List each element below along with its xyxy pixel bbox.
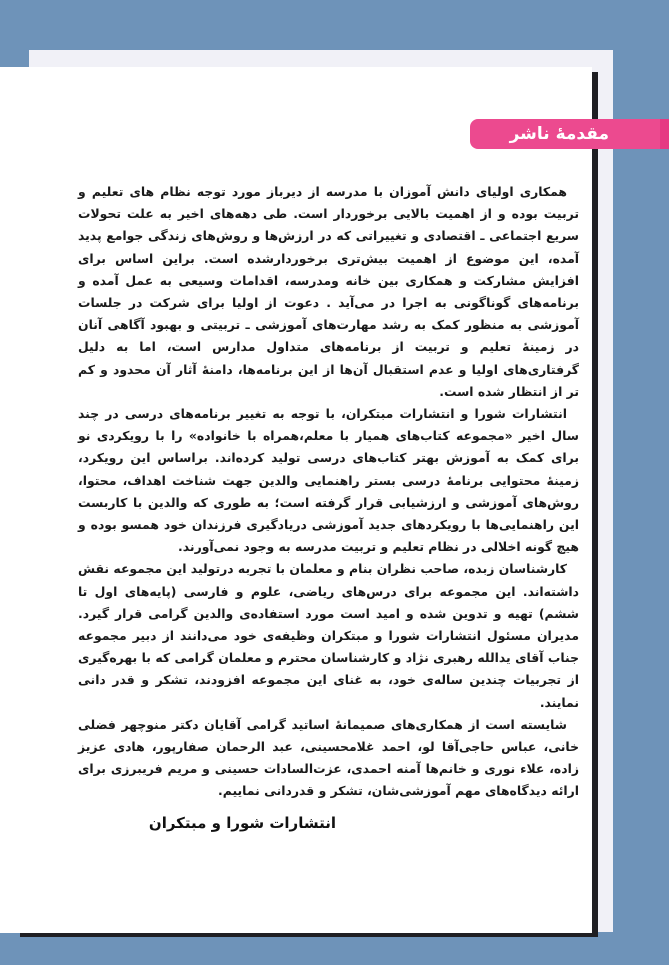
paragraph-thanks: شایسته است از همکاری‌های صمیمانهٔ اساتید گرامی آقایان دکتر منوچهر فضلی خانی، عباس حاجی‌آقا لو، احمد غلامحسینی، عبد الرحمان صفارپور، هادی عزیز زاده، علاء نوری و خانم‌ها آمنه احمدی، عزت‌السادات حسینی و مریم فریبرزی برای ارائه دیدگاه‌های مهم آموزشی‌شان، تشکر و قدردانی نماییم.	[78, 716, 579, 799]
section-tab-edge	[660, 119, 669, 149]
publisher-signature: انتشارات شورا و مبتکران	[148, 814, 336, 832]
body-text	[78, 181, 579, 803]
section-title-tab	[470, 119, 669, 149]
paragraph-intro: همکاری اولیای دانش آموزان با مدرسه از دیرباز مورد توجه نظام های تعلیم و تربیت بوده و از اهمیت بالایی برخوردار است. طی دهه‌های اخیر به علت تحولات سریع اجتماعی ـ اقتصادی و تغییراتی که در ارزش‌ها و روش‌های زندگی جوامع پدید آمده، این موضوع از اهمیت بیش‌تری برخوردارشده است. براین اساس برای افزایش مشارکت و همکاری بین خانه ومدرسه، اقدامات وسیعی به عمل آمده و برنامه‌های گوناگونی به اجرا در می‌آید . دعوت از اولیا برای شرکت در جلسات آموزشی به منظور کمک به رشد مهارت‌های آموزشی ـ تربیتی و بهبود آگاهی آنان در زمینهٔ تعلیم و تربیت از برنامه‌های متداول مدارس است، اما به دلیل گرفتاری‌های اولیا و عدم استقبال آن‌ها از این برنامه‌ها، دامنهٔ آثار آن محدود و کم تر از انتظار شده است.	[78, 184, 579, 399]
paragraph-publishers: انتشارات شورا و انتشارات مبتکران، با توجه به تغییر برنامه‌های درسی در چند سال اخیر «مجموعه کتاب‌های همیار با معلم،همراه با خانواده» را با رویکردی نو برای کمک به آموزش بهتر کتاب‌های درسی تولید کرده‌اند. براساس این رویکرد، زمینهٔ محتوایی برنامهٔ درسی بستر راهنمایی والدین جهت شناخت اهداف، محتوا، روش‌های آموزشی و ارزشیابی قرار گرفته است؛ به طوری که والدین با کاربست این راهنمایی‌ها با رویکردهای جدید آموزشی دریادگیری فرزندان خود همسو بوده و هیچ گونه اخلالی در نظام تعلیم و تربیت مدرسه به وجود نمی‌آورند.	[78, 406, 579, 555]
paragraph-experts: کارشناسان زبده، صاحب نظران بنام و معلمان با تجربه درتولید این مجموعه نقش داشته‌اند. این مجموعه برای درس‌های ریاضی، علوم و فارسی (پایه‌های اول تا ششم) تهیه و تدوین شده و امید است مورد استفاده‌ی والدین گرامی قرار گیرد. مدیران مسئول انتشارات شورا و مبتکران وظیفه‌ی خود می‌دانند از دبیر مجموعه جناب آقای یدالله رهبری نژاد و کارشناسان محترم و معلمان گرامی که با بهره‌گیری از تجربیات چندین ساله‌ی خود، به غنای این مجموعه افزودند، تشکر و قدر دانی نمایند.	[78, 561, 579, 710]
section-title: مقدمهٔ ناشر	[509, 124, 609, 144]
